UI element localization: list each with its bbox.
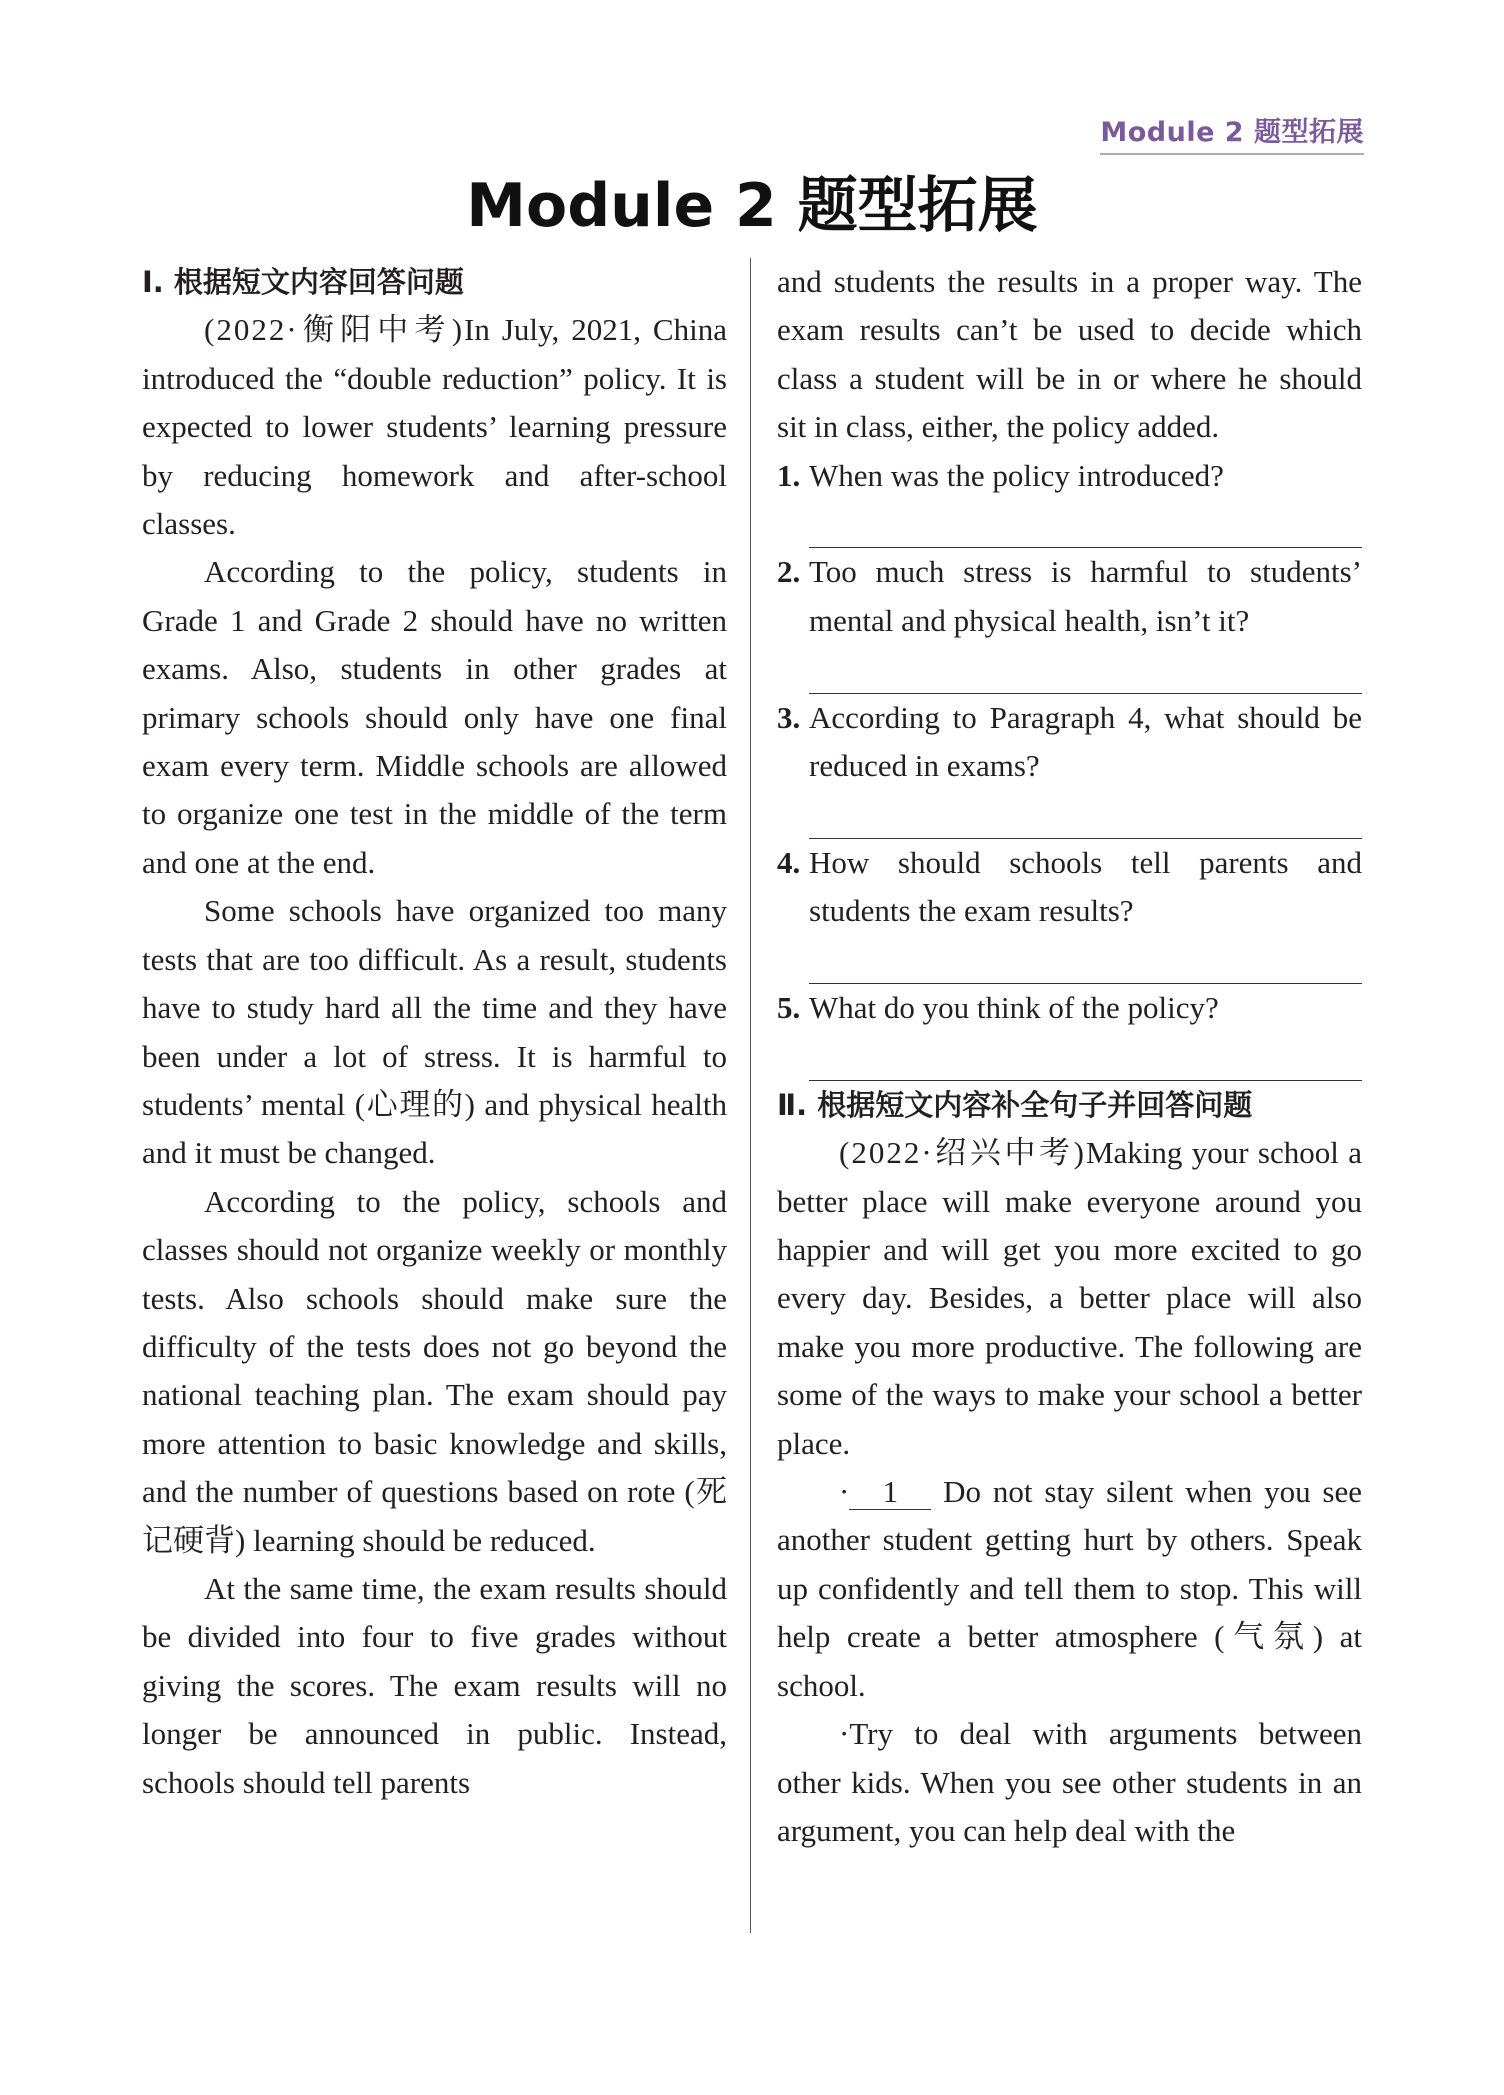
- paragraph-4: According to the policy, schools and classes should not organize weekly or monthly tests. Also schools should make sure the difficulty of the tests does not go beyond the national teaching plan. The exam should pay more attention to basic knowledge and skills, and the number of questions based on rote (死记硬背) learning should be reduced.: [142, 1183, 727, 1558]
- answer-line-2[interactable]: [809, 645, 1362, 693]
- answer-line-5[interactable]: [809, 1032, 1362, 1080]
- section-1-heading: Ⅰ. 根据短文内容回答问题: [142, 265, 464, 299]
- paragraph-1: (2022·衡阳中考)In July, 2021, China introduced the “double reduction” policy. It is expected to lower students’ learning pressure by reducing homework and after-school classes.: [142, 312, 727, 542]
- answer-line-4[interactable]: [809, 936, 1362, 984]
- section-2-heading: Ⅱ. 根据短文内容补全句子并回答问题: [777, 1087, 1253, 1122]
- question-2: 2. Too much stress is harmful to students’ mental and physical health, isn’t it?: [777, 554, 1362, 638]
- column-divider: [750, 258, 751, 1933]
- paragraph-6: (2022·绍兴中考)Making your school a better place will make everyone around you happier and will get you more excited to go every day. Besides, a better place will also make you more productive. The following are some of the ways to make your school a better place.: [777, 1135, 1362, 1461]
- answer-line-1[interactable]: [809, 500, 1362, 548]
- answer-line-3[interactable]: [809, 790, 1362, 838]
- bullet-2: ·Try to deal with arguments between other kids. When you see other students in an argument, you can help deal with the: [777, 1716, 1362, 1848]
- bullet-1: · 1 Do not stay silent when you see another student getting hurt by others. Speak up confidently and tell them to stop. This will help create a better atmosphere (气氛) at school.: [777, 1474, 1363, 1703]
- source-citation-2: (2022·绍兴中考): [839, 1135, 1086, 1171]
- question-1: 1. When was the policy introduced?: [777, 457, 1224, 493]
- left-column: [142, 258, 727, 1807]
- source-citation: (2022·衡阳中考): [204, 312, 465, 348]
- paragraph-3: Some schools have organized too many tests that are too difficult. As a result, students have to study hard all the time and they have been under a lot of stress. It is harmful to students’ mental (心理的) and physical health and it must be changed.: [142, 893, 727, 1171]
- paragraph-5: At the same time, the exam results should be divided into four to five grades without giving the scores. The exam results will no longer be announced in public. Instead, schools should tell parents: [142, 1570, 727, 1800]
- paragraph-5-continued: and students the results in a proper way. The exam results can’t be used to decide which class a student will be in or where he should sit in class, either, the policy added.: [777, 264, 1362, 445]
- running-head: Module 2 题型拓展: [1100, 110, 1364, 155]
- question-4: 4. How should schools tell parents and students the exam results?: [777, 844, 1362, 929]
- question-3: 3. According to Paragraph 4, what should be reduced in exams?: [777, 699, 1362, 784]
- page-title: Module 2 题型拓展: [466, 171, 1038, 241]
- paragraph-2: According to the policy, students in Grade 1 and Grade 2 should have no written exams. Also, students in other grades at primary schools should only have one final exam every term. Middle schools are allowed to organize one test in the middle of the term and one at the end.: [142, 554, 727, 880]
- right-column: [777, 258, 1362, 1855]
- blank-1[interactable]: 1: [849, 1475, 931, 1510]
- question-5: 5. What do you think of the policy?: [777, 990, 1219, 1026]
